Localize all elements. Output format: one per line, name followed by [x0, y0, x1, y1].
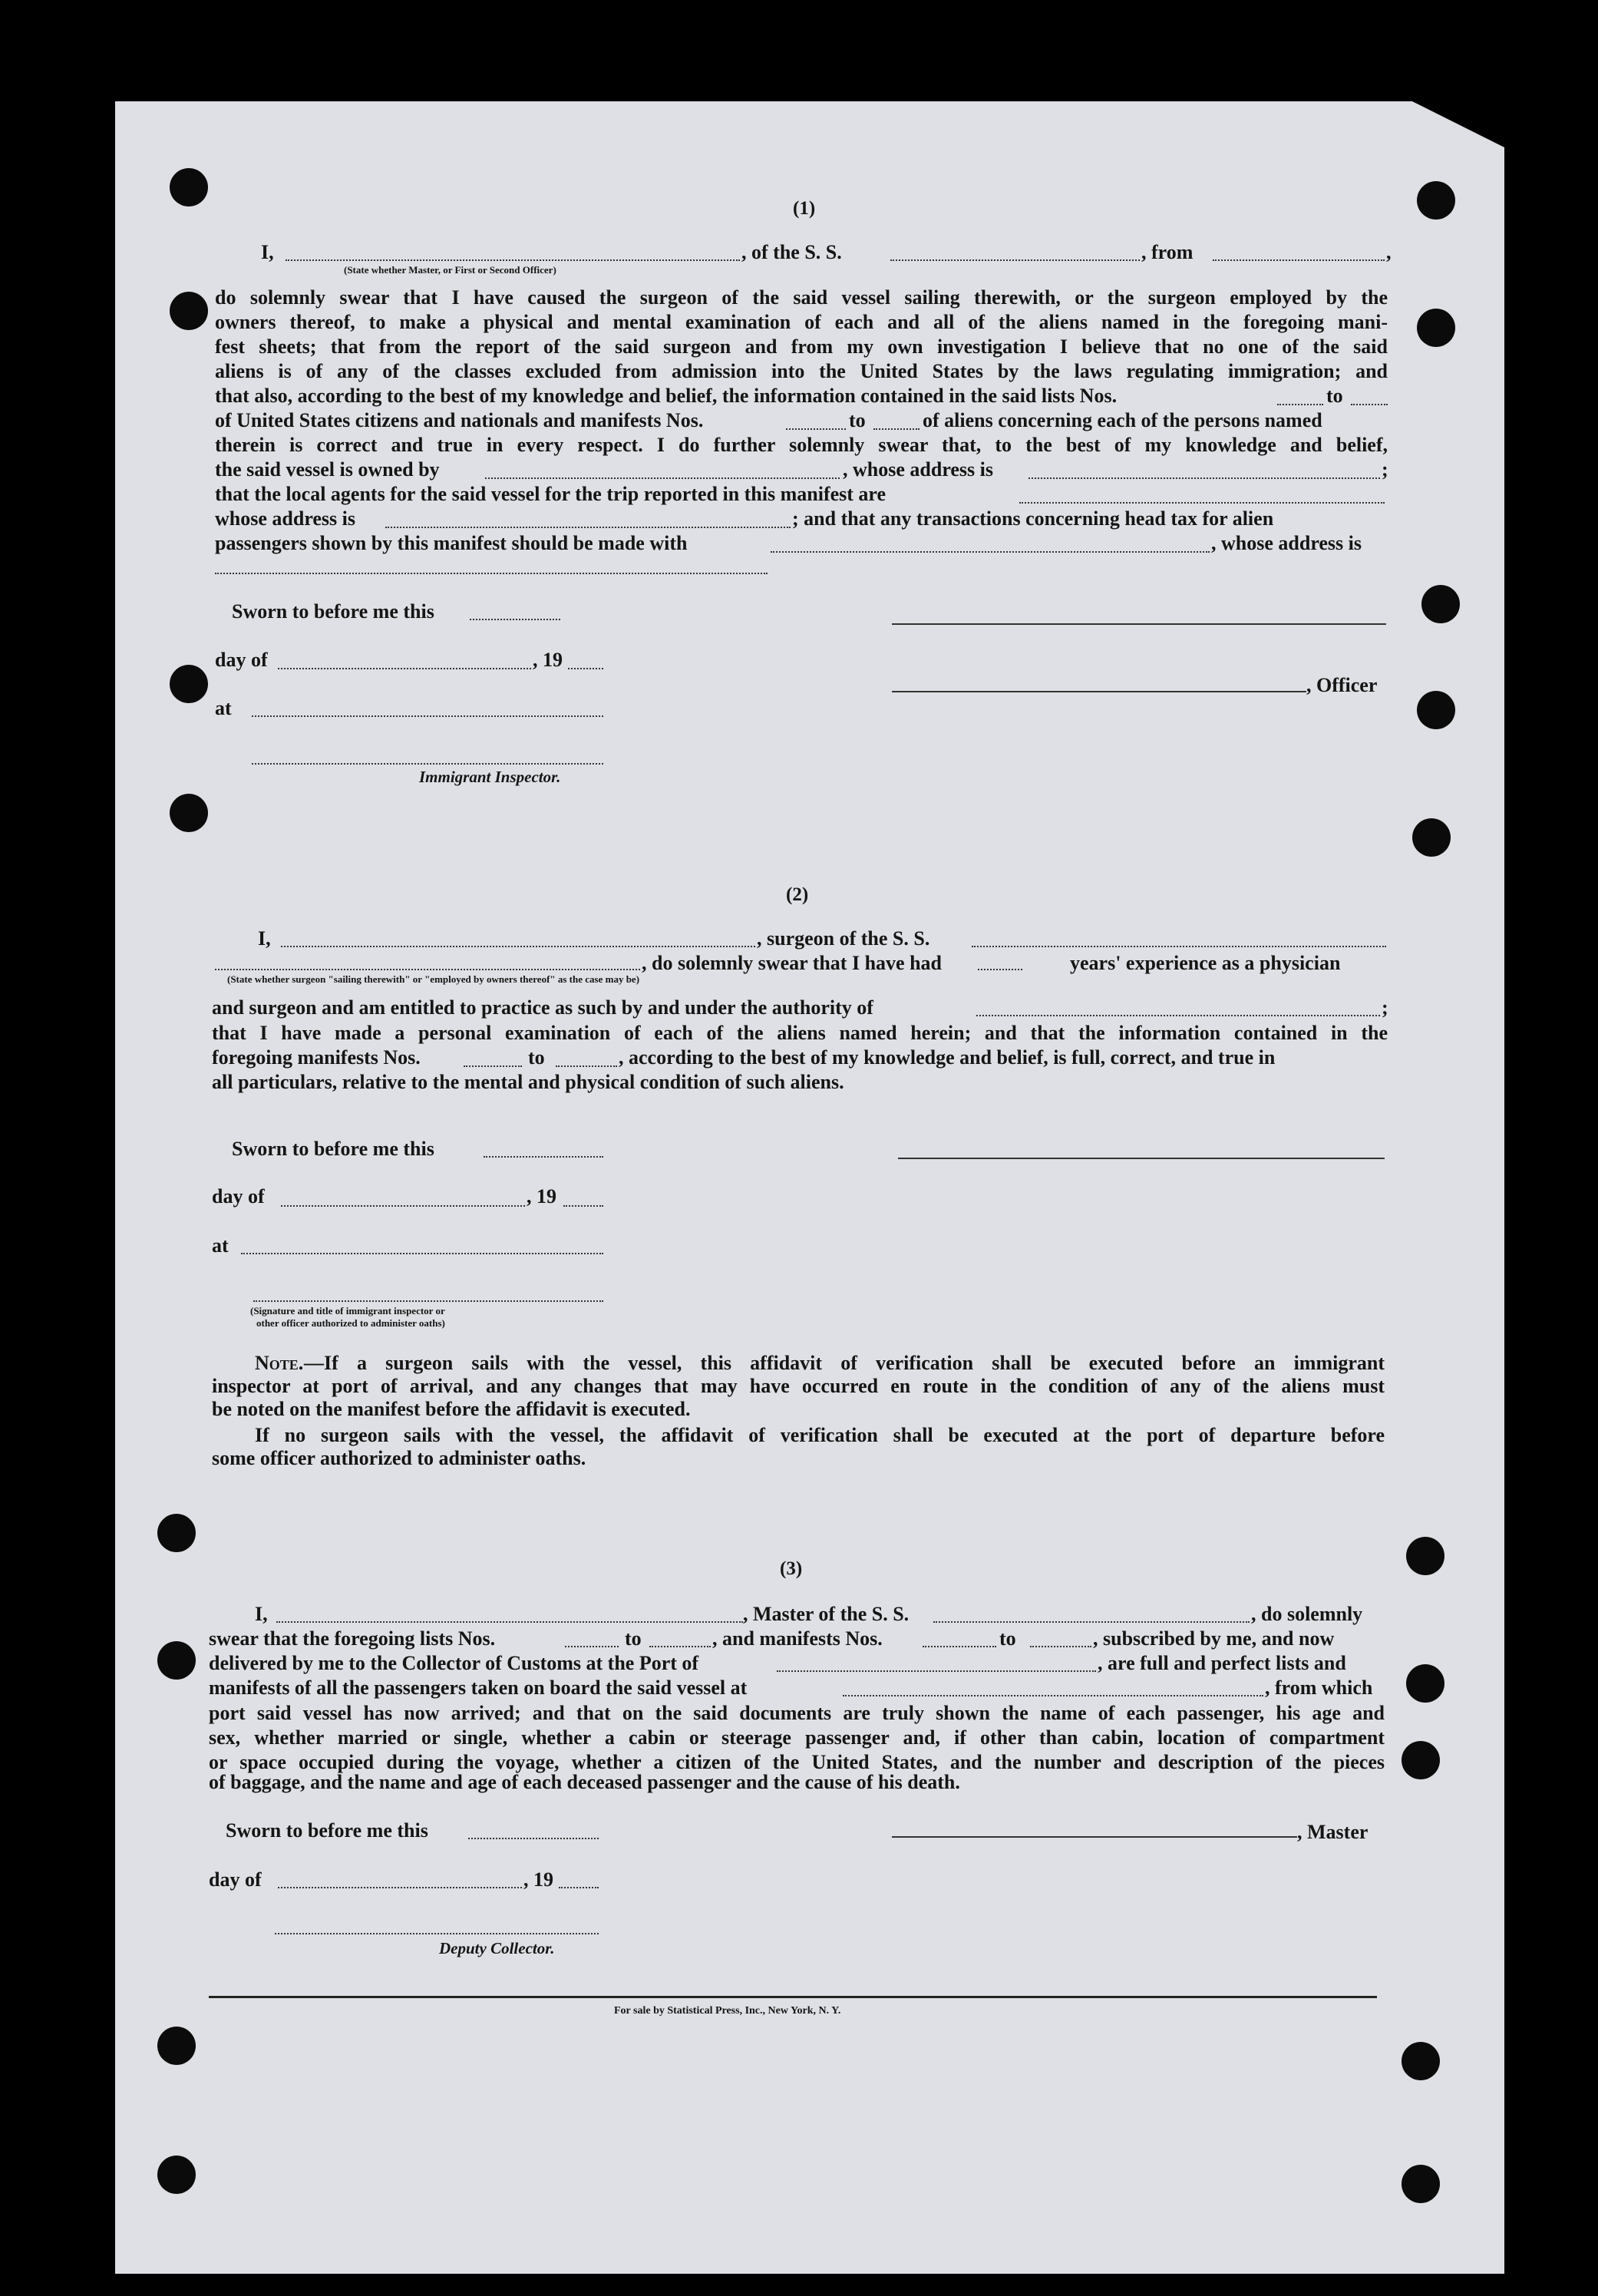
- text: to: [528, 1046, 545, 1069]
- oath-text-line: fest sheets; that from the report of the said surgeon and from my own investigation I believe that no one of the said: [215, 335, 1388, 358]
- blank-collector[interactable]: [275, 1933, 599, 1934]
- blank-year[interactable]: [568, 668, 603, 669]
- punch-hole: [170, 665, 208, 703]
- blank-surgeon-name[interactable]: [281, 946, 755, 947]
- oath-text-line: that the local agents for the said vessel for the trip reported in this manifest are: [215, 483, 886, 505]
- officer-label: , Officer: [1306, 674, 1378, 696]
- punch-hole: [1412, 818, 1451, 857]
- text: to: [1326, 385, 1343, 407]
- punch-hole: [170, 292, 208, 330]
- punch-hole: [157, 2027, 196, 2065]
- section-number: (2): [786, 884, 809, 905]
- punch-hole: [157, 1641, 196, 1680]
- note-label: Note.: [255, 1352, 304, 1374]
- at-label: at: [215, 697, 232, 719]
- blank-manifests-from[interactable]: [923, 1646, 996, 1647]
- section-number: (1): [793, 198, 816, 219]
- sig-hint: other officer authorized to administer oaths): [256, 1317, 445, 1329]
- text: , surgeon of the S. S.: [757, 927, 930, 950]
- blank-master-ship[interactable]: [933, 1621, 1250, 1623]
- blank-head-tax-address[interactable]: [215, 573, 768, 574]
- blank-manifests-to[interactable]: [556, 1065, 617, 1067]
- text: , are full and perfect lists and: [1098, 1652, 1346, 1674]
- blank-from-port[interactable]: [1213, 259, 1385, 261]
- oath-text-line: passengers shown by this manifest should be made with: [215, 532, 688, 554]
- punch-hole: [1417, 181, 1455, 220]
- blank-lists-from[interactable]: [565, 1646, 619, 1647]
- blank-authority[interactable]: [976, 1015, 1380, 1016]
- text: manifests of all the passengers taken on board the said vessel at: [209, 1677, 748, 1699]
- text: , Master of the S. S.: [743, 1603, 910, 1625]
- oath-text-line: therein is correct and true in every respect. I do further solemnly swear that, to the best of my knowledge and belief,: [215, 434, 1388, 456]
- text: of aliens concerning each of the persons named: [923, 409, 1322, 431]
- master-signature-line[interactable]: [892, 1836, 1297, 1838]
- text: ,: [1386, 241, 1392, 263]
- blank-years[interactable]: [978, 969, 1022, 970]
- text: I,: [261, 241, 274, 263]
- text: , according to the best of my knowledge and belief, is full, correct, and true in: [619, 1046, 1276, 1069]
- note-text: some officer authorized to administer oaths.: [212, 1447, 586, 1469]
- punch-hole: [1417, 691, 1455, 729]
- punch-hole: [1406, 1664, 1444, 1703]
- punch-hole: [157, 1514, 196, 1552]
- text: , from which: [1265, 1677, 1373, 1699]
- text: delivered by me to the Collector of Customs at the Port of: [209, 1652, 699, 1674]
- punch-hole: [1402, 2042, 1440, 2080]
- sworn-label: Sworn to before me this: [232, 1138, 434, 1160]
- oath-text-line: sex, whether married or single, whether a cabin or steerage passenger and, if other than cabin, location of compartment: [209, 1726, 1385, 1749]
- blank-agents-address[interactable]: [385, 527, 791, 528]
- footer-rule: [209, 1996, 1377, 1998]
- blank-owner-address[interactable]: [1028, 477, 1380, 479]
- blank-at[interactable]: [241, 1253, 603, 1254]
- blank-lists-from[interactable]: [1277, 404, 1323, 405]
- blank-surgeon-ship[interactable]: [972, 946, 1386, 947]
- sworn-label: Sworn to before me this: [226, 1819, 428, 1842]
- text: swear that the foregoing lists Nos.: [209, 1627, 496, 1650]
- text: , of the S. S.: [741, 241, 842, 263]
- text: , whose address is: [843, 458, 994, 481]
- oath-text-line: whose address is: [215, 507, 356, 530]
- surgeon-signature-line[interactable]: [898, 1158, 1385, 1159]
- inspector-caption: Immigrant Inspector.: [419, 768, 561, 786]
- text: ;: [1382, 996, 1388, 1019]
- oath-text-line: of baggage, and the name and age of each deceased passenger and the cause of his death.: [209, 1771, 960, 1793]
- text: , do solemnly swear that I have had: [642, 952, 943, 974]
- note-text: —If a surgeon sails with the vessel, this affidavit of verification shall be executed before an immigrant: [304, 1352, 1385, 1374]
- punch-hole: [1402, 1741, 1440, 1779]
- oath-text-line: port said vessel has now arrived; and that on the said documents are truly shown the name of each passenger, his age and: [209, 1702, 1385, 1724]
- text: foregoing manifests Nos.: [212, 1046, 421, 1069]
- blank-sworn-date[interactable]: [468, 1838, 599, 1839]
- folded-corner: [1412, 101, 1504, 147]
- blank-local-agents[interactable]: [1019, 502, 1385, 504]
- signature-line[interactable]: [892, 623, 1386, 625]
- sworn-label: Sworn to before me this: [232, 600, 434, 623]
- day-label: day of: [212, 1185, 265, 1207]
- officer-signature-line[interactable]: [892, 691, 1306, 692]
- text: , from: [1141, 241, 1194, 263]
- blank-manifests-from[interactable]: [464, 1065, 522, 1067]
- blank-day[interactable]: [281, 1205, 525, 1207]
- text: years' experience as a physician: [1070, 952, 1341, 974]
- oath-text-line: or space occupied during the voyage, whether a citizen of the United States, and the number and description of the pieces: [209, 1751, 1385, 1773]
- blank-owner[interactable]: [485, 477, 840, 479]
- punch-hole: [170, 794, 208, 832]
- section-number: (3): [780, 1558, 803, 1579]
- blank-ship-name[interactable]: [890, 259, 1140, 261]
- blank-surgeon-status[interactable]: [215, 969, 640, 970]
- blank-sworn-date[interactable]: [484, 1156, 603, 1158]
- sig-hint: (Signature and title of immigrant inspector or: [250, 1305, 445, 1316]
- note-text: inspector at port of arrival, and any changes that may have occurred en route in the condition of any of the aliens must: [212, 1375, 1385, 1397]
- oath-text-line: all particulars, relative to the mental and physical condition of such aliens.: [212, 1071, 844, 1093]
- text: to: [625, 1627, 642, 1650]
- day-label: day of: [209, 1868, 262, 1891]
- oath-text-line: that I have made a personal examination of each of the aliens named herein; and that the information contained in the: [212, 1022, 1388, 1044]
- oath-text-line: do solemnly swear that I have caused the surgeon of the said vessel sailing therewith, or the surgeon employed by the: [215, 286, 1388, 309]
- text: to: [999, 1627, 1016, 1650]
- day-label: day of: [215, 649, 268, 671]
- oath-text-line: the said vessel is owned by: [215, 458, 440, 481]
- oath-text-line: of United States citizens and nationals and manifests Nos.: [215, 409, 704, 431]
- text: , subscribed by me, and now: [1093, 1627, 1335, 1650]
- blank-inspector-signature[interactable]: [253, 1300, 603, 1302]
- text: to: [849, 409, 866, 431]
- blank-inspector[interactable]: [252, 763, 603, 765]
- text: ;: [1382, 458, 1388, 481]
- note-text: be noted on the manifest before the affidavit is executed.: [212, 1398, 691, 1420]
- note-text: If no surgeon sails with the vessel, the affidavit of verification shall be executed at the port of departure before: [255, 1424, 1385, 1446]
- blank-lists-to[interactable]: [649, 1646, 711, 1647]
- blank-lists-to[interactable]: [1351, 404, 1388, 405]
- collector-caption: Deputy Collector.: [439, 1939, 555, 1957]
- blank-day[interactable]: [278, 1887, 522, 1888]
- punch-hole: [1402, 2165, 1440, 2203]
- text: , do solemnly: [1251, 1603, 1363, 1625]
- punch-hole: [1417, 309, 1455, 347]
- blank-manifests-to[interactable]: [1030, 1646, 1091, 1647]
- blank-year[interactable]: [559, 1887, 599, 1888]
- blank-embark-port[interactable]: [843, 1695, 1263, 1696]
- master-label: , Master: [1297, 1821, 1369, 1843]
- punch-hole: [1421, 585, 1460, 623]
- text: I,: [258, 927, 271, 950]
- blank-officer-name[interactable]: [286, 259, 740, 261]
- at-label: at: [212, 1234, 229, 1257]
- year-label: , 19: [523, 1868, 553, 1891]
- blank-year[interactable]: [563, 1205, 603, 1207]
- oath-text-line: aliens is of any of the classes excluded from admission into the United States by the laws regulating immigration; and: [215, 360, 1388, 382]
- blank-master-name[interactable]: [276, 1621, 743, 1623]
- text: , and manifests Nos.: [712, 1627, 883, 1650]
- year-label: , 19: [533, 649, 563, 671]
- punch-hole: [1406, 1537, 1444, 1575]
- text: ; and that any transactions concerning head tax for alien: [792, 507, 1274, 530]
- blank-sworn-date[interactable]: [470, 619, 560, 620]
- printer-credit: For sale by Statistical Press, Inc., New York, N. Y.: [614, 2005, 841, 2017]
- authority-text: and surgeon and am entitled to practice as such by and under the authority of: [212, 996, 873, 1019]
- field-hint: (State whether surgeon "sailing therewith" or "employed by owners thereof" as the case may be): [227, 973, 640, 985]
- punch-hole: [157, 2156, 196, 2194]
- blank-day[interactable]: [278, 668, 531, 669]
- year-label: , 19: [527, 1185, 556, 1207]
- oath-text-line: owners thereof, to make a physical and mental examination of each and all of the aliens named in the foregoing mani-: [215, 311, 1388, 333]
- blank-port[interactable]: [777, 1670, 1096, 1672]
- blank-manifests-from[interactable]: [786, 428, 846, 430]
- blank-at[interactable]: [252, 715, 603, 717]
- blank-head-tax-party[interactable]: [771, 551, 1210, 553]
- field-hint: (State whether Master, or First or Second Officer): [344, 264, 556, 276]
- punch-hole: [170, 168, 208, 206]
- text: , whose address is: [1211, 532, 1362, 554]
- text: I,: [255, 1603, 268, 1625]
- oath-text-line: that also, according to the best of my knowledge and belief, the information contained in the said lists Nos.: [215, 385, 1118, 407]
- blank-manifests-to[interactable]: [873, 428, 920, 430]
